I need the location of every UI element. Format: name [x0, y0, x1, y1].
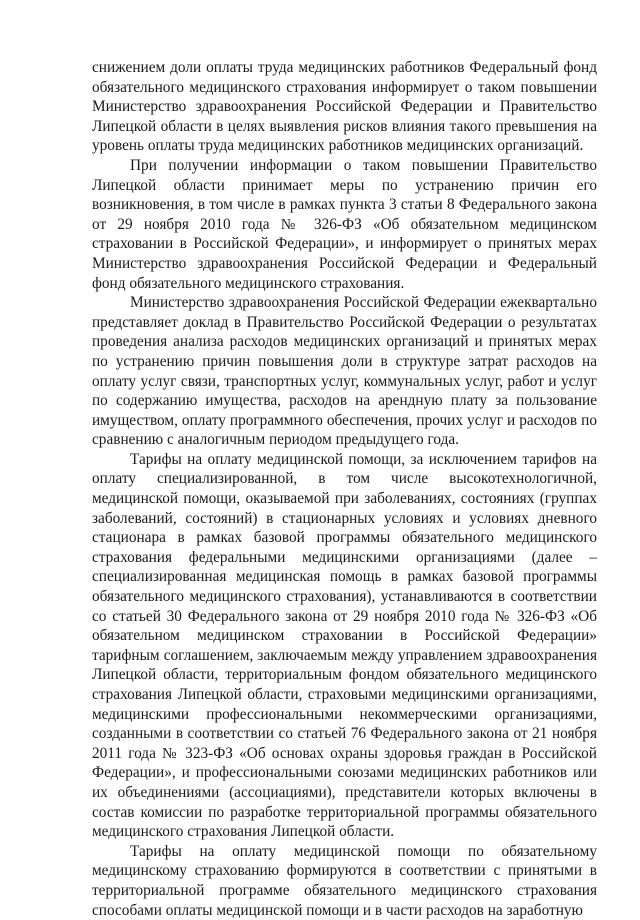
paragraph-continuation: снижением доли оплаты труда медицинских работников Федеральный фонд обязательного медицинского страхования информирует о таком повышении Министерство здравоохранения Российской Федерации и Правительство Липецкой области в целях выявления рисков влияния такого превышения на уровень оплаты труда медицинских работников медицинских организаций.	[92, 59, 597, 155]
paragraph-tariffs-formation: Тарифы на оплату медицинской помощи по обязательному медицинскому страхованию формируются в соответствии с принятыми в территориальной программе обязательного медицинского страхования способами оплаты медицинской помощи и в части расходов на заработную	[92, 842, 597, 919]
paragraph-government-measures: При получении информации о таком повышении Правительство Липецкой области принимает меры по устранению причин его возникновения, в том числе в рамках пункта 3 статьи 8 Федерального закона от 29 ноября 2010 года № 326-ФЗ «Об обязательном медицинском страховании в Российской Федерации», и информирует о принятых мерах Министерство здравоохранения Российской Федерации и Федеральный фонд обязательного медицинского страхования.	[92, 156, 597, 292]
document-body	[92, 58, 597, 920]
paragraph-ministry-report: Министерство здравоохранения Российской Федерации ежеквартально представляет доклад в Правительство Российской Федерации о результатах проведения анализа расходов медицинских организаций и принятых мерах по устранению причин повышения доли в структуре затрат расходов на оплату услуг связи, транспортных услуг, коммунальных услуг, работ и услуг по содержанию имущества, расходов на арендную плату за пользование имуществом, оплату программного обеспечения, прочих услуг и расходов по сравнению с аналогичным периодом предыдущего года.	[92, 294, 597, 449]
paragraph-tariffs-agreement: Тарифы на оплату медицинской помощи, за исключением тарифов на оплату специализированной, в том числе высокотехнологичной, медицинской помощи, оказываемой при заболеваниях, состояниях (группах заболеваний, состояний) в стационарных условиях и условиях дневного стационара в рамках базовой программы обязательного медицинского страхования федеральными медицинскими организациями (далее – специализированная медицинская помощь в рамках базовой программы обязательного медицинского страхования), устанавливаются в соответствии со статьей 30 Федерального закона от 29 ноября 2010 года № 326-ФЗ «Об обязательном медицинском страховании в Российской Федерации» тарифным соглашением, заключаемым между управлением здравоохранения Липецкой области, территориальным фондом обязательного медицинского страхования Липецкой области, страховыми медицинскими организациями, медицинскими профессиональными некоммерческими организациями, созданными в соответствии со статьей 76 Федерального закона от 21 ноября 2011 года № 323-ФЗ «Об основах охраны здоровья граждан в Российской Федерации», и профессиональными союзами медицинских работников или их объединениями (ассоциациями), представители которых включены в состав комиссии по разработке территориальной программы обязательного медицинского страхования Липецкой области.	[92, 450, 597, 841]
